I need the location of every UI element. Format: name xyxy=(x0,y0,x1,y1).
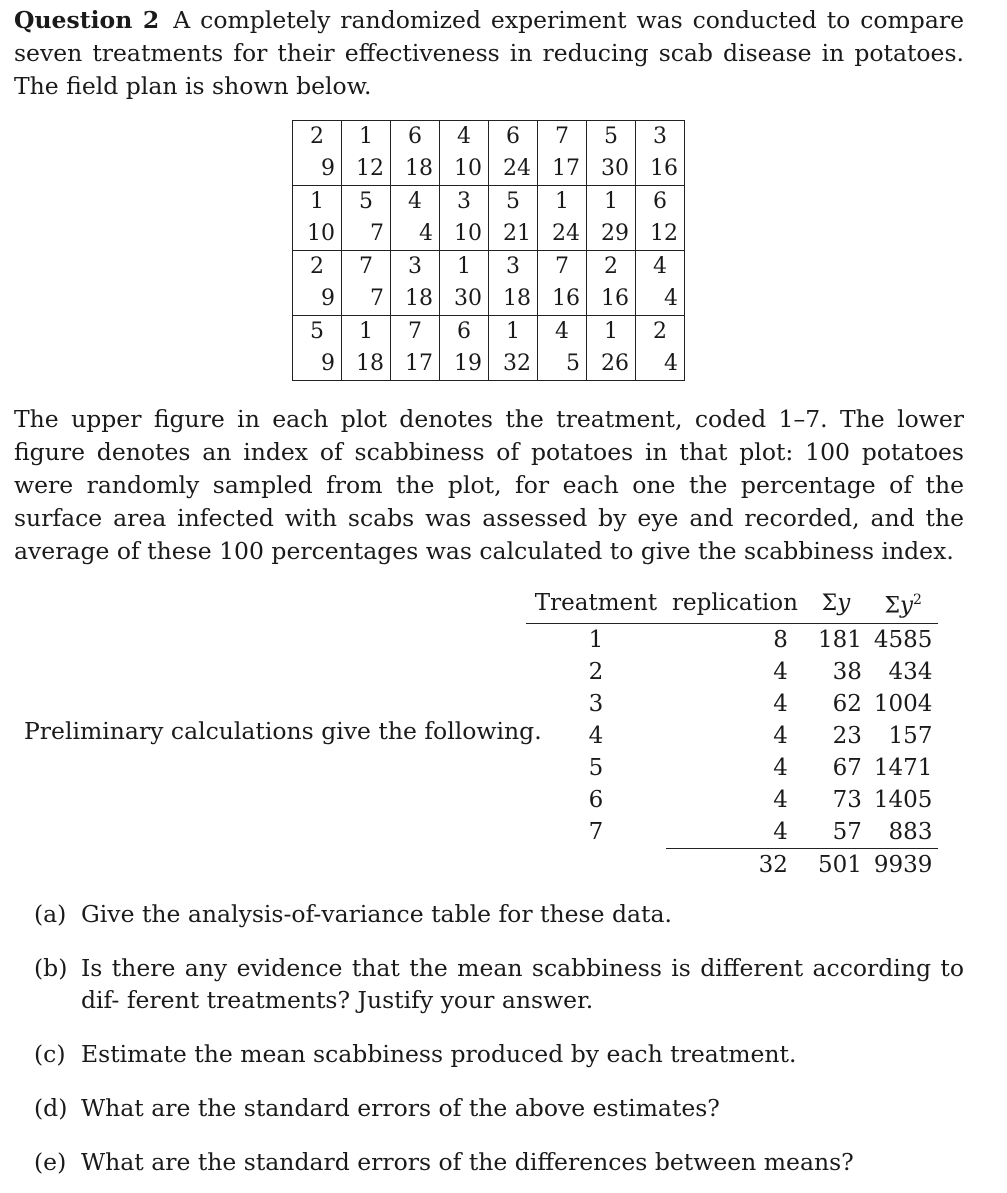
scab-index: 19 xyxy=(440,348,489,381)
cell-replication: 4 xyxy=(773,818,788,845)
calc-row xyxy=(526,720,938,752)
header-sum-y2 xyxy=(868,584,939,623)
treatment-code: 3 xyxy=(636,121,685,154)
scab-index: 16 xyxy=(587,283,636,316)
cell-replication: 4 xyxy=(773,754,788,781)
preliminary-label: Preliminary calculations give the following. xyxy=(24,717,542,745)
scab-index: 10 xyxy=(293,218,342,251)
var-y: y xyxy=(837,589,851,616)
scab-index: 4 xyxy=(636,283,685,316)
part-label: (a) xyxy=(34,900,67,928)
cell-replication: 8 xyxy=(773,626,788,653)
header-sum-y xyxy=(804,584,868,623)
cell-treatment: 6 xyxy=(588,786,604,813)
plot-description: The upper figure in each plot denotes the treatment, coded 1–7. The lower figure denotes an index of scabbiness of potatoes in that plot: 100 potatoes were randomly sampled from the plot, for each one the percentage of the surface area infected with scabs was assessed by eye and recorded, and the average of these 100 percentages was calculated to give the scabbiness index. xyxy=(14,405,964,565)
treatment-code: 6 xyxy=(636,186,685,219)
treatment-code: 4 xyxy=(391,186,440,219)
field-row-scab-index xyxy=(293,283,685,316)
scab-index: 10 xyxy=(440,153,489,186)
scab-index: 30 xyxy=(587,153,636,186)
total-replication: 32 xyxy=(666,848,804,881)
cell-sum-y2: 1405 xyxy=(873,786,933,813)
scab-index: 24 xyxy=(489,153,538,186)
scab-index: 30 xyxy=(440,283,489,316)
cell-sum-y: 57 xyxy=(832,818,862,845)
cell-sum-y: 62 xyxy=(832,690,862,717)
part-text: Is there any evidence that the mean scabbiness is different according to dif- ferent treatments? Justify your answer. xyxy=(81,954,964,1014)
part-text: Estimate the mean scabbiness produced by each treatment. xyxy=(81,1040,797,1068)
cell-sum-y2: 157 xyxy=(888,722,933,749)
treatment-code: 1 xyxy=(587,316,636,349)
treatment-code: 5 xyxy=(310,319,324,344)
treatment-code: 1 xyxy=(342,121,391,154)
preliminary-table xyxy=(526,584,938,881)
part-text: What are the standard errors of the above estimates? xyxy=(81,1094,720,1122)
scab-index: 9 xyxy=(293,283,342,316)
cell-treatment: 2 xyxy=(588,658,604,685)
cell-sum-y2: 883 xyxy=(888,818,933,845)
treatment-code: 1 xyxy=(587,186,636,219)
treatment-code: 7 xyxy=(538,251,587,284)
calc-row xyxy=(526,688,938,720)
exponent: 2 xyxy=(913,592,922,608)
calc-row xyxy=(526,656,938,688)
treatment-code: 2 xyxy=(310,124,324,149)
treatment-code: 5 xyxy=(587,121,636,154)
sigma-symbol: Σ xyxy=(821,590,838,616)
treatment-code: 2 xyxy=(310,254,324,279)
calc-total-row xyxy=(526,848,938,881)
question-label: Question 2 xyxy=(14,6,160,34)
treatment-code: 7 xyxy=(538,121,587,154)
scab-index: 5 xyxy=(538,348,587,381)
scab-index: 4 xyxy=(391,218,440,251)
treatment-code: 7 xyxy=(342,251,391,284)
cell-replication: 4 xyxy=(773,658,788,685)
cell-sum-y: 181 xyxy=(818,626,862,653)
scab-index: 32 xyxy=(489,348,538,381)
treatment-code: 1 xyxy=(538,186,587,219)
cell-sum-y: 23 xyxy=(832,722,862,749)
sigma-symbol: Σ xyxy=(884,593,900,619)
scab-index: 18 xyxy=(391,283,440,316)
cell-sum-y: 73 xyxy=(832,786,862,813)
cell-treatment: 1 xyxy=(588,626,604,653)
part-text: Give the analysis-of-variance table for these data. xyxy=(81,900,672,928)
scab-index: 17 xyxy=(538,153,587,186)
treatment-code: 7 xyxy=(391,316,440,349)
calc-row xyxy=(526,784,938,816)
scab-index: 10 xyxy=(440,218,489,251)
treatment-code: 5 xyxy=(342,186,391,219)
treatment-code: 4 xyxy=(440,121,489,154)
scab-index: 9 xyxy=(293,348,342,381)
cell-sum-y2: 1004 xyxy=(873,690,933,717)
scab-index: 9 xyxy=(293,153,342,186)
cell-replication: 4 xyxy=(773,786,788,813)
scab-index: 7 xyxy=(342,283,391,316)
part-label: (d) xyxy=(34,1094,68,1122)
scab-index: 16 xyxy=(538,283,587,316)
header-replication: replication xyxy=(666,584,804,623)
scab-index: 24 xyxy=(538,218,587,251)
field-row-treatments xyxy=(293,316,685,349)
total-blank xyxy=(526,848,666,881)
scab-index: 18 xyxy=(342,348,391,381)
cell-sum-y: 38 xyxy=(832,658,862,685)
part-c xyxy=(34,1038,964,1070)
treatment-code: 2 xyxy=(636,316,685,349)
scab-index: 12 xyxy=(636,218,685,251)
scab-index: 4 xyxy=(636,348,685,381)
treatment-code: 1 xyxy=(342,316,391,349)
field-row-treatments xyxy=(293,251,685,284)
scab-index: 12 xyxy=(342,153,391,186)
part-text: What are the standard errors of the differences between means? xyxy=(81,1148,854,1176)
treatment-code: 4 xyxy=(636,251,685,284)
field-row-scab-index xyxy=(293,153,685,186)
field-row-treatments xyxy=(293,121,685,154)
cell-sum-y2: 4585 xyxy=(873,626,933,653)
cell-sum-y2: 434 xyxy=(888,658,933,685)
cell-treatment: 4 xyxy=(588,722,604,749)
scab-index: 29 xyxy=(587,218,636,251)
treatment-code: 6 xyxy=(489,121,538,154)
part-label: (c) xyxy=(34,1040,66,1068)
treatment-code: 6 xyxy=(391,121,440,154)
part-d xyxy=(34,1092,964,1124)
scab-index: 21 xyxy=(489,218,538,251)
cell-replication: 4 xyxy=(773,722,788,749)
scab-index: 18 xyxy=(391,153,440,186)
question-intro-text: A completely randomized experiment was conducted to compare seven treatments for their effectiveness in reducing scab disease in potatoes. The field plan is shown below. xyxy=(14,6,964,100)
treatment-code: 3 xyxy=(391,251,440,284)
scab-index: 7 xyxy=(342,218,391,251)
header-treatment: Treatment xyxy=(526,584,666,623)
calc-row xyxy=(526,623,938,656)
scab-index: 16 xyxy=(636,153,685,186)
treatment-code: 1 xyxy=(489,316,538,349)
treatment-code: 5 xyxy=(489,186,538,219)
cell-treatment: 7 xyxy=(588,818,604,845)
cell-sum-y: 67 xyxy=(832,754,862,781)
cell-treatment: 5 xyxy=(588,754,604,781)
cell-treatment: 3 xyxy=(588,690,604,717)
field-row-scab-index xyxy=(293,218,685,251)
field-plan-grid xyxy=(292,120,685,381)
treatment-code: 1 xyxy=(310,189,324,214)
treatment-code: 2 xyxy=(587,251,636,284)
calc-row xyxy=(526,816,938,849)
question-intro xyxy=(14,4,964,103)
scab-index: 26 xyxy=(587,348,636,381)
treatment-code: 4 xyxy=(538,316,587,349)
treatment-code: 3 xyxy=(489,251,538,284)
part-a xyxy=(34,898,964,930)
calc-row xyxy=(526,752,938,784)
treatment-code: 3 xyxy=(440,186,489,219)
part-b xyxy=(34,952,964,1016)
treatment-code: 6 xyxy=(440,316,489,349)
total-sum-y2: 9939 xyxy=(868,848,939,881)
scab-index: 17 xyxy=(391,348,440,381)
cell-sum-y2: 1471 xyxy=(873,754,933,781)
scab-index: 18 xyxy=(489,283,538,316)
treatment-code: 1 xyxy=(440,251,489,284)
field-row-treatments xyxy=(293,186,685,219)
field-row-scab-index xyxy=(293,348,685,381)
cell-replication: 4 xyxy=(773,690,788,717)
total-sum-y: 501 xyxy=(804,848,868,881)
part-label: (b) xyxy=(34,954,68,982)
part-label: (e) xyxy=(34,1148,67,1176)
var-y: y xyxy=(900,592,913,619)
part-e xyxy=(34,1146,964,1178)
